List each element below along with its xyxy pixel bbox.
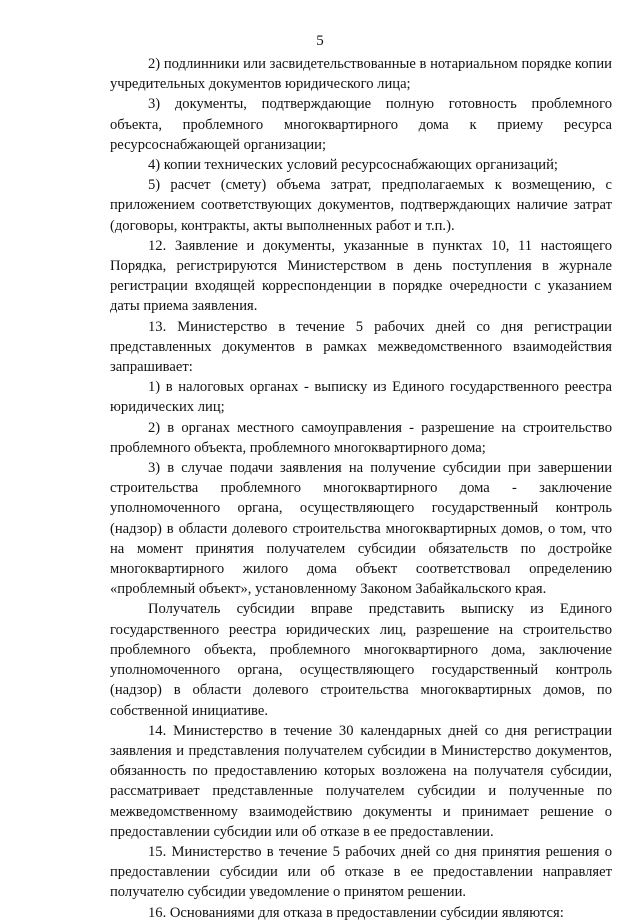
paragraph-item-5-cost-estimate: 5) расчет (смету) объема затрат, предполагаемых к возмещению, с приложением соответствующих документов, подтверждающих наличие затрат (договоры, контракты, акты выполненных работ и т.п.). <box>110 177 612 234</box>
paragraph-item-4-technical-conditions: 4) копии технических условий ресурсоснабжающих организаций; <box>148 157 558 174</box>
paragraph-recipient-own-initiative: Получатель субсидии вправе представить выписку из Единого государственного реестра юридических лиц, разрешение на строительство проблемного объекта, проблемного многоквартирного дома, заключение уполномоченного органа, осуществляющего государственный контроль (надзор) в области долевого строительства многоквартирных домов, по собственной инициативе. <box>110 601 612 719</box>
paragraph-clause-14: 14. Министерство в течение 30 календарных дней со дня регистрации заявления и представления получателем субсидии в Министерство документов, обязанность по предоставлению которых возложена на получателя субсидии, рассматривает представленные получателем субсидии и полученные по межведомственному взаимодействию документы и принимает решение о предоставлении субсидии или об отказе в ее предоставлении. <box>110 722 612 840</box>
paragraph-clause-13: 13. Министерство в течение 5 рабочих дней со дня регистрации представленных документов в рамках межведомственного взаимодействия запрашивает: <box>110 318 612 376</box>
paragraph-item-3-readiness-documents: 3) документы, подтверждающие полную готовность проблемного объекта, проблемного многоквартирного дома к приему ресурса ресурсоснабжающей организации; <box>110 96 612 153</box>
document-body <box>110 54 612 923</box>
paragraph-clause-13-item-2: 2) в органах местного самоуправления - разрешение на строительство проблемного объекта, проблемного многоквартирного дома; <box>110 419 612 456</box>
paragraph-clause-13-item-3: 3) в случае подачи заявления на получение субсидии при завершении строительства проблемного многоквартирного дома - заключение уполномоченного органа, осуществляющего государственный контроль (надзор) в области долевого строительства многоквартирных домов, о том, что на момент принятия получателем субсидии обязательств по достройке многоквартирного жилого дома объект соответствовал определению «проблемный объект», установленному Законом Забайкальского края. <box>110 460 612 598</box>
paragraph-item-2-originals: 2) подлинники или засвидетельствованные в нотариальном порядке копии учредительных документов юридического лица; <box>110 56 612 93</box>
paragraph-clause-12: 12. Заявление и документы, указанные в пунктах 10, 11 настоящего Порядка, регистрируются Министерством в день поступления в журнале регистрации входящей корреспонденции в порядке очередности с указанием даты приема заявления. <box>110 237 612 315</box>
page-number: 5 <box>316 33 324 49</box>
paragraph-clause-16: 16. Основаниями для отказа в предоставлении субсидии являются: <box>148 904 564 921</box>
paragraph-clause-15: 15. Министерство в течение 5 рабочих дней со дня принятия решения о предоставлении субсидии или об отказе в ее предоставлении направляет получателю субсидии уведомление о принятом решении. <box>110 843 612 901</box>
paragraph-clause-13-item-1: 1) в налоговых органах - выписку из Единого государственного реестра юридических лиц; <box>110 379 612 416</box>
